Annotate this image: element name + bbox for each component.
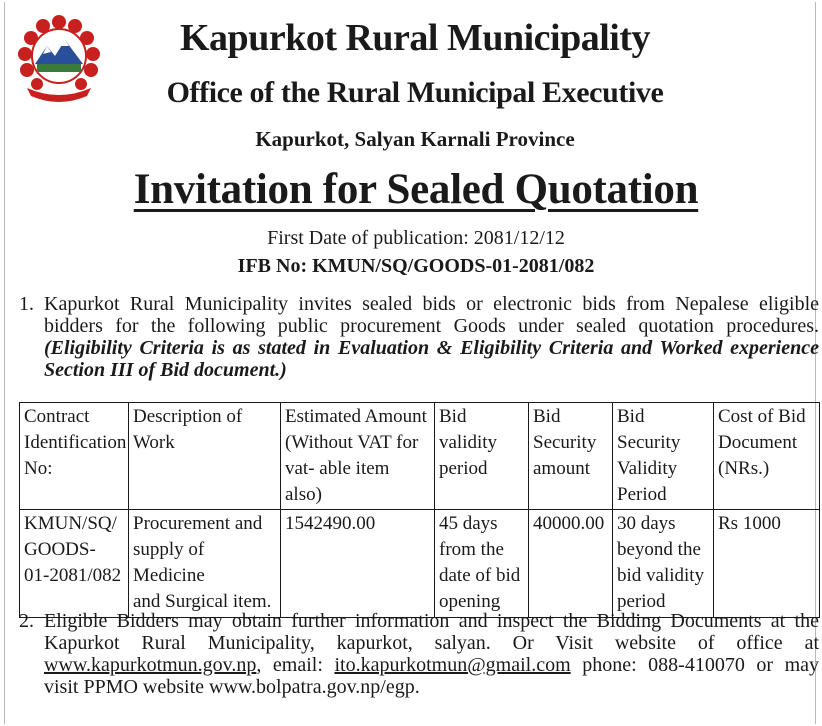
office-subtitle: Office of the Rural Municipal Executive: [166, 76, 664, 109]
column-header: Bid Security Validity Period: [613, 403, 714, 510]
office-address: Kapurkot, Salyan Karnali Province: [255, 127, 575, 151]
column-header: Estimated Amount (Without VAT for vat- able item also): [281, 403, 435, 510]
column-header: Description of Work: [129, 403, 281, 510]
document-cost-cell: Rs 1000: [714, 510, 820, 618]
paragraph-body: [44, 610, 819, 698]
municipality-title: Kapurkot Rural Municipality: [180, 17, 650, 59]
column-header: Bid validity period: [435, 403, 529, 510]
ppmo-text: or may visit PPMO website www.bolpatra.gov.np/egp.: [44, 654, 820, 698]
paragraph-text: Kapurkot Rural Municipality invites sealed bids or electronic bids from Nepalese eligible bidders for the following public procurement Goods under sealed quotation procedures.: [44, 293, 819, 337]
estimated-amount-cell: 1542490.00: [281, 510, 435, 618]
notice-page: [4, 2, 820, 724]
email-label: , email:: [256, 654, 323, 676]
bid-validity-cell: 45 days from the date of bid opening: [435, 510, 529, 618]
contract-id-cell: KMUN/SQ/ GOODS- 01-2081/082: [20, 510, 129, 618]
column-header: Cost of Bid Document (NRs.): [714, 403, 820, 510]
ifb-number: IFB No: KMUN/SQ/GOODS-01-2081/082: [237, 255, 595, 277]
paragraph-2: [19, 610, 819, 698]
notice-title: [5, 162, 822, 218]
table-row: [20, 510, 820, 618]
website-link[interactable]: www.kapurkotmun.gov.np: [44, 654, 257, 676]
email-link[interactable]: ito.kapurkotmun@gmail.com: [334, 654, 571, 676]
column-header: Contract Identification No:: [20, 403, 129, 510]
security-validity-cell: 30 days beyond the bid validity period: [613, 510, 714, 618]
bid-security-amount-cell: 40000.00: [529, 510, 613, 618]
paragraph-text: Eligible Bidders may obtain further information and inspect the Bidding Documents at the Kapurkot Rural Municipality, kapurkot, salyan. Or Visit website of office at: [44, 610, 819, 654]
phone-text: phone: 088-410070: [582, 654, 745, 676]
table-header-row: [20, 403, 820, 510]
paragraph-number: 1.: [19, 293, 34, 315]
eligibility-note: (Eligibility Criteria is as stated in Evaluation & Eligibility Criteria and Worked experience Section III of Bid document.): [44, 337, 819, 381]
description-cell: Procurement and supply of Medicine and Surgical item.: [129, 510, 281, 618]
publication-date: First Date of publication: 2081/12/12: [267, 227, 565, 249]
paragraph-number: 2.: [19, 610, 34, 632]
bid-table: [19, 402, 820, 618]
notice-title-text: Invitation for Sealed Quotation: [133, 166, 699, 213]
column-header: Bid Security amount: [529, 403, 613, 510]
paragraph-1: [19, 293, 819, 381]
paragraph-body: [44, 293, 819, 381]
government-of-nepal-emblem-icon: [13, 12, 105, 104]
